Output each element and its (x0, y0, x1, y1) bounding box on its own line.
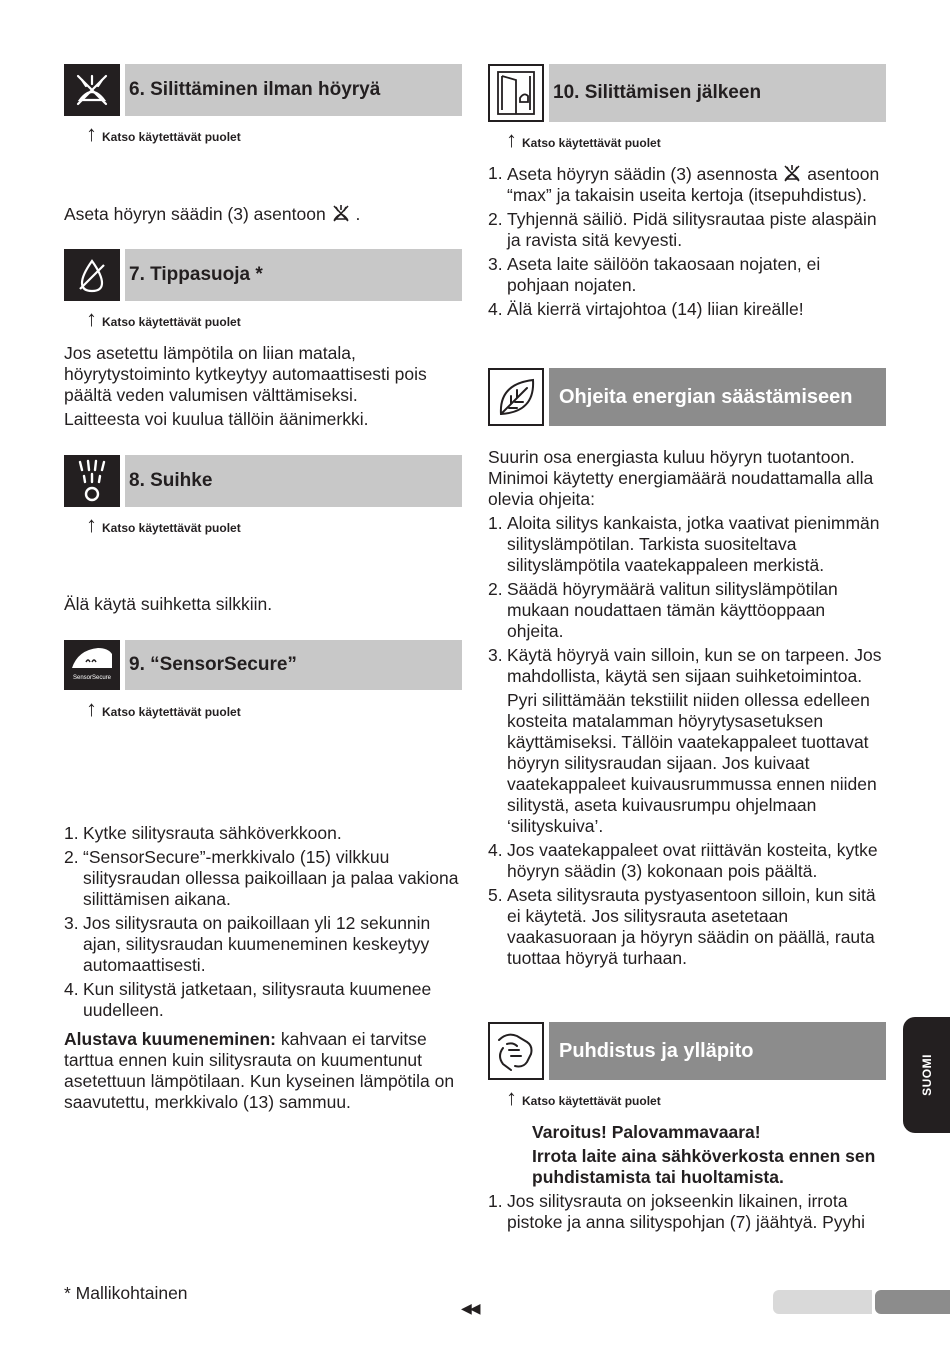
see-note: ↑ Katso käytettävät puolet (86, 696, 241, 721)
language-tab: SUOMI (903, 1017, 950, 1133)
energy-list (488, 513, 886, 972)
footer-bar-dark (875, 1290, 950, 1314)
page-nav-arrows-icon: ◀◀ (461, 1300, 479, 1316)
list-item: 4. Älä kierrä virtajohtoa (14) liian kireälle! (488, 299, 804, 319)
see-note: ↑ Katso käytettävät puolet (506, 1085, 661, 1110)
spray-icon (64, 455, 120, 507)
arrow-up-icon: ↑ (506, 1085, 517, 1110)
list-item: 3. Aseta laite säilöön takaosaan nojaten, ei pohjaan nojaten. (488, 254, 821, 295)
section-10-list (488, 163, 886, 323)
cleaning-title: Puhdistus ja ylläpito (549, 1022, 886, 1080)
cleaning-hand-icon (488, 1022, 544, 1080)
leaf-icon (488, 368, 544, 426)
steam-off-symbol-icon (782, 163, 802, 183)
section-7-paragraph-1: Jos asetettu lämpötila on liian matala, höyrytystoiminto kytkeytyy automaattisesti pois päältä veden valumisen välttämiseksi. (64, 343, 427, 405)
sensorsecure-icon-label: SensorSecure (72, 675, 112, 681)
section-6-text: Aseta höyryn säädin (3) asentoon . (64, 204, 361, 224)
energy-title: Ohjeita energian säästämiseen (549, 368, 886, 426)
cleaning-list (488, 1191, 886, 1236)
section-8-header (64, 455, 462, 507)
section-10-title: 10. Silittämisen jälkeen (549, 64, 886, 122)
list-item: 2. Tyhjennä säiliö. Pidä silitysrautaa piste alaspäin ja ravista sitä kevyesti. (488, 209, 877, 250)
energy-intro: Suurin osa energiasta kuluu höyryn tuotantoon. Minimoi käytetty energiamäärä noudattamalla alla olevia ohjeita: (488, 447, 874, 509)
warning-burn: Varoitus! Palovammavaara! (532, 1122, 761, 1142)
arrow-up-icon: ↑ (506, 127, 517, 152)
list-item: 2. Säädä höyrymäärä valitun silityslämpötilan mukaan noudattaen tämän käyttöoppaan ohjeita. (488, 579, 838, 641)
cleaning-header (488, 1022, 886, 1080)
list-item: 1. Aseta höyryn säädin (3) asennosta asentoon “max” ja takaisin useita kertoja (itsepuhdistus). (488, 163, 880, 205)
arrow-up-icon: ↑ (86, 696, 97, 721)
warning-unplug: Irrota laite aina sähköverkosta ennen sen puhdistamista tai huoltamista. (532, 1146, 876, 1187)
list-item: 5. Aseta silitysrauta pystyasentoon silloin, kun sitä ei käytetä. Jos silitysrauta asetetaan vaakasuoraan ja höyryn säädin on päällä, rauta tuottaa höyryä turhaan. (488, 885, 876, 968)
sensorsecure-icon (64, 640, 120, 690)
footnote: * Mallikohtainen (64, 1283, 188, 1303)
list-item: 4. Jos vaatekappaleet ovat riittävän kosteita, kytke höyryn säädin (3) kokonaan pois päältä. (488, 840, 878, 881)
section-9-list (64, 823, 462, 1024)
section-10-header (488, 64, 886, 122)
list-item: 1. Aloita silitys kankaista, jotka vaativat pienimmän silityslämpötilan. Tarkista suositeltava silityslämpötila vaatekappaleen merkistä. (488, 513, 880, 575)
see-note: ↑ Katso käytettävät puolet (86, 512, 241, 537)
see-note: ↑ Katso käytettävät puolet (86, 306, 241, 331)
section-9-title: 9. “SensorSecure” (125, 640, 462, 690)
no-steam-icon (64, 64, 120, 116)
drip-stop-icon (64, 249, 120, 301)
steam-off-symbol-icon (331, 203, 351, 223)
footer-bar-light (773, 1290, 872, 1314)
energy-header (488, 368, 886, 426)
arrow-up-icon: ↑ (86, 306, 97, 331)
list-item: 1. Kytke silitysrauta sähköverkkoon. (64, 823, 342, 843)
list-item: 2. “SensorSecure”-merkkivalo (15) vilkkuu silitysraudan ollessa paikoillaan ja palaa vakiona silittämisen aikana. (64, 847, 459, 909)
section-7-header (64, 249, 462, 301)
see-note: ↑ Katso käytettävät puolet (506, 127, 661, 152)
section-8-text: Älä käytä suihketta silkkiin. (64, 594, 273, 614)
arrow-up-icon: ↑ (86, 121, 97, 146)
section-7-paragraph-2: Laitteesta voi kuulua tällöin äänimerkki. (64, 409, 369, 429)
section-6-title: 6. Silittäminen ilman höyryä (125, 64, 462, 116)
list-item: 3. Jos silitysrauta on paikoillaan yli 12 sekunnin ajan, silitysraudan kuumeneminen keskeytyy automaattisesti. (64, 913, 431, 975)
list-item: 3. Käytä höyryä vain silloin, kun se on tarpeen. Jos mahdollista, käytä sen sijaan suihketoimintoa. Pyri silittämään tekstiilit niiden ollessa edelleen kosteita matalamman höyrytysasetuksen käyttämiseksi. Tällöin vaatekappaleet tuottavat höyryn silitysraudan sijaan. Jos kuivaat vaatekappaleet kuivausrummussa ennen niiden silitystä, aseta kuivausrumpu ohjelmaan ‘silityskuiva’. (488, 645, 886, 837)
see-note: ↑ Katso käytettävät puolet (86, 121, 241, 146)
list-item: 4. Kun silitystä jatketaan, silitysrauta kuumenee uudelleen. (64, 979, 432, 1020)
preheat-paragraph: Alustava kuumeneminen: kahvaan ei tarvitse tarttua ennen kuin silitysrauta on kuumentunut asetettuun lämpötilaan. Kun kyseinen lämpötila on saavutettu, merkkivalo (13) sammuu. (64, 1029, 455, 1112)
energy-item-3-extra: Pyri silittämään tekstiilit niiden ollessa edelleen kosteita matalamman höyrytysasetuksen käyttämiseksi. Tällöin vaatekappaleet tuottavat höyryn silitysraudan sijaan. Jos kuivaat vaatekappaleet kuivausrummussa ennen niiden silitystä, aseta kuivausrumpu ohjelmaan ‘silityskuiva’. (507, 690, 877, 836)
storage-cabinet-icon (488, 64, 544, 122)
section-7-title: 7. Tippasuoja * (125, 249, 462, 301)
section-6-header (64, 64, 462, 116)
section-8-title: 8. Suihke (125, 455, 462, 507)
list-item: 1. Jos silitysrauta on jokseenkin likainen, irrota pistoke ja anna silityspohjan (7) jäähtyä. Pyyhi (488, 1191, 865, 1232)
section-9-header (64, 640, 462, 690)
arrow-up-icon: ↑ (86, 512, 97, 537)
